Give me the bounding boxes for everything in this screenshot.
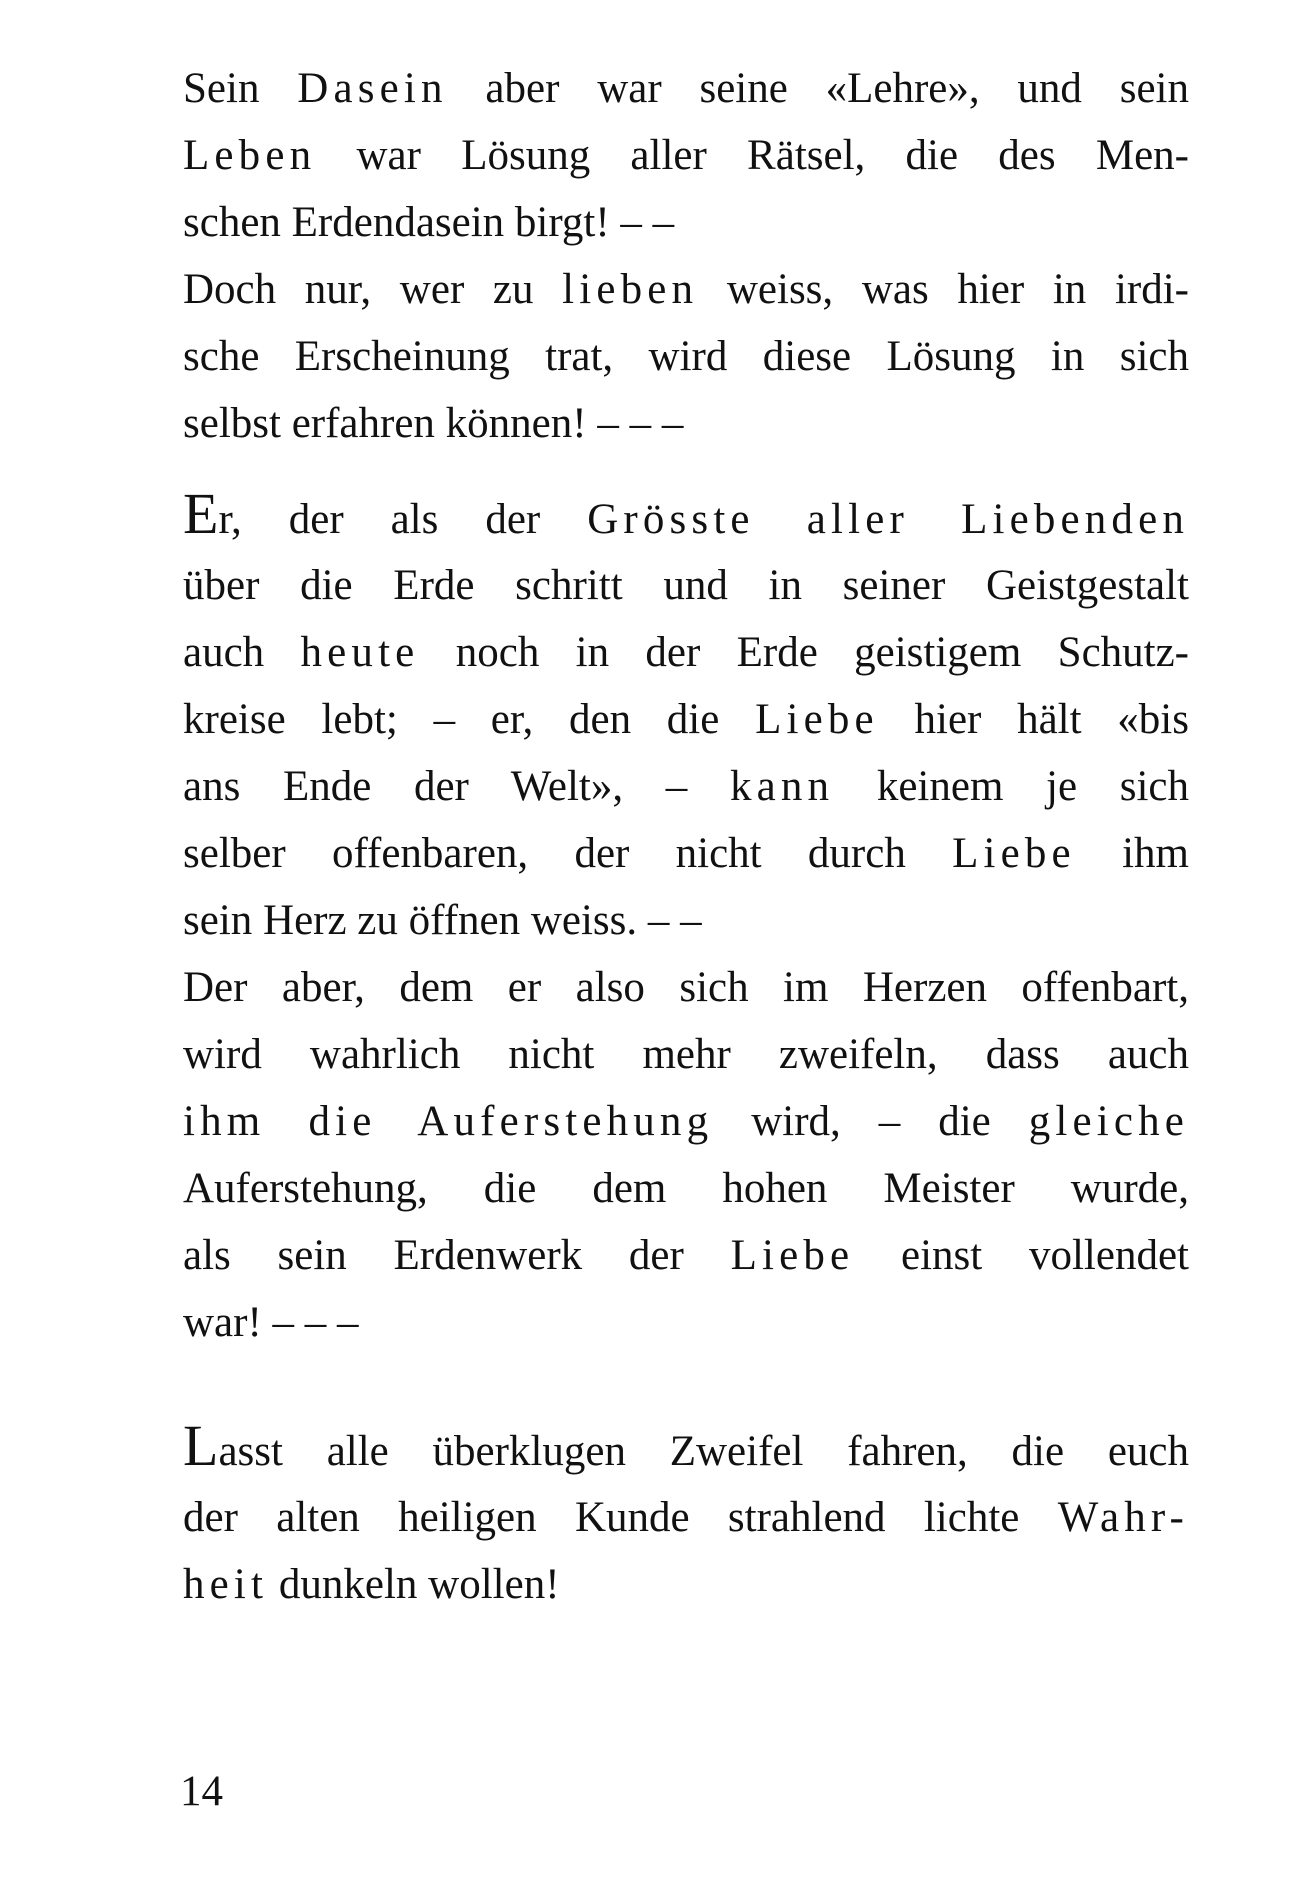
- text-line: [183, 954, 1189, 1021]
- text-line: [183, 189, 1189, 256]
- text-segment: asst alle überklugen Zweifel fahren, die euch: [218, 1428, 1189, 1475]
- text-line: [183, 485, 1189, 552]
- text-segment: Doch nur, wer zu: [183, 266, 563, 313]
- text-segment: auch: [183, 629, 301, 676]
- text-segment: Auferstehung, die dem hohen Meister wurde,: [183, 1165, 1189, 1212]
- spaced-emphasis: Dasein: [297, 65, 448, 112]
- text-segment: keinem je sich: [834, 763, 1189, 810]
- text-segment: sein Herz zu öffnen weiss. – –: [183, 897, 702, 944]
- text-segment: weiss, was hier in irdi-: [698, 266, 1189, 313]
- text-segment: dunkeln wollen!: [268, 1561, 560, 1608]
- text-segment: hier hält «bis: [878, 696, 1189, 743]
- text-segment: der alten heiligen Kunde strahlend lichte: [183, 1494, 1058, 1541]
- text-segment: einst vollendet: [854, 1232, 1189, 1279]
- spaced-emphasis: lieben: [562, 266, 699, 313]
- paragraph-3: [183, 1417, 1189, 1618]
- text-segment: selbst erfahren können! – – –: [183, 400, 684, 447]
- text-line: [183, 1088, 1189, 1155]
- text-segment: selber offenbaren, der nicht durch: [183, 830, 953, 877]
- text-line: [183, 1155, 1189, 1222]
- spaced-emphasis: Grösste aller Liebenden: [587, 496, 1189, 543]
- text-line: [183, 55, 1189, 122]
- text-segment: Der aber, dem er also sich im Herzen offenbart,: [183, 964, 1189, 1011]
- text-segment: war Lösung aller Rätsel, die des Men-: [316, 132, 1189, 179]
- paragraph-2: [183, 485, 1189, 1356]
- initial-letter: E: [183, 485, 219, 546]
- text-line: [183, 753, 1189, 820]
- spaced-emphasis: Leben: [183, 132, 317, 179]
- spaced-emphasis: gleiche: [1028, 1098, 1189, 1145]
- text-line: [183, 1021, 1189, 1088]
- text-segment: wird, – die: [713, 1098, 1029, 1145]
- text-segment: aber war seine «Lehre», und sein: [447, 65, 1189, 112]
- text-line: [183, 1289, 1189, 1356]
- text-segment: Sein: [183, 65, 298, 112]
- spaced-emphasis: Liebe: [952, 830, 1076, 877]
- text-line: [183, 390, 1189, 457]
- text-line: [183, 686, 1189, 753]
- spaced-emphasis: Wahr-: [1057, 1494, 1189, 1541]
- text-line: [183, 1222, 1189, 1289]
- spaced-emphasis: Liebe: [755, 696, 879, 743]
- spaced-emphasis: ihm die Auferstehung: [183, 1098, 714, 1145]
- text-segment: ans Ende der Welt», –: [183, 763, 730, 810]
- paragraph-1: [183, 55, 1189, 457]
- text-line: [183, 323, 1189, 390]
- text-segment: über die Erde schritt und in seiner Geistgestalt: [183, 562, 1189, 609]
- text-segment: sche Erscheinung trat, wird diese Lösung in sich: [183, 333, 1189, 380]
- spaced-emphasis: heute: [300, 629, 420, 676]
- text-line: [183, 1551, 1189, 1618]
- text-line: [183, 1484, 1189, 1551]
- text-segment: als sein Erdenwerk der: [183, 1232, 731, 1279]
- text-line: [183, 887, 1189, 954]
- text-line: [183, 552, 1189, 619]
- text-segment: noch in der Erde geistigem Schutz-: [419, 629, 1189, 676]
- text-line: [183, 1417, 1189, 1484]
- page-number: 14: [180, 1768, 223, 1815]
- text-line: [183, 122, 1189, 189]
- spaced-emphasis: Liebe: [730, 1232, 855, 1279]
- text-segment: r, der als der: [218, 496, 588, 543]
- spaced-emphasis: heit: [183, 1561, 269, 1608]
- text-line: [183, 256, 1189, 323]
- text-line: [183, 820, 1189, 887]
- text-segment: kreise lebt; – er, den die: [183, 696, 756, 743]
- spaced-emphasis: kann: [729, 763, 835, 810]
- text-line: [183, 619, 1189, 686]
- text-segment: schen Erdendasein birgt! – –: [183, 199, 675, 246]
- text-segment: war! – – –: [183, 1299, 359, 1346]
- text-segment: wird wahrlich nicht mehr zweifeln, dass auch: [183, 1031, 1189, 1078]
- initial-letter: L: [183, 1417, 219, 1478]
- text-segment: ihm: [1075, 830, 1189, 877]
